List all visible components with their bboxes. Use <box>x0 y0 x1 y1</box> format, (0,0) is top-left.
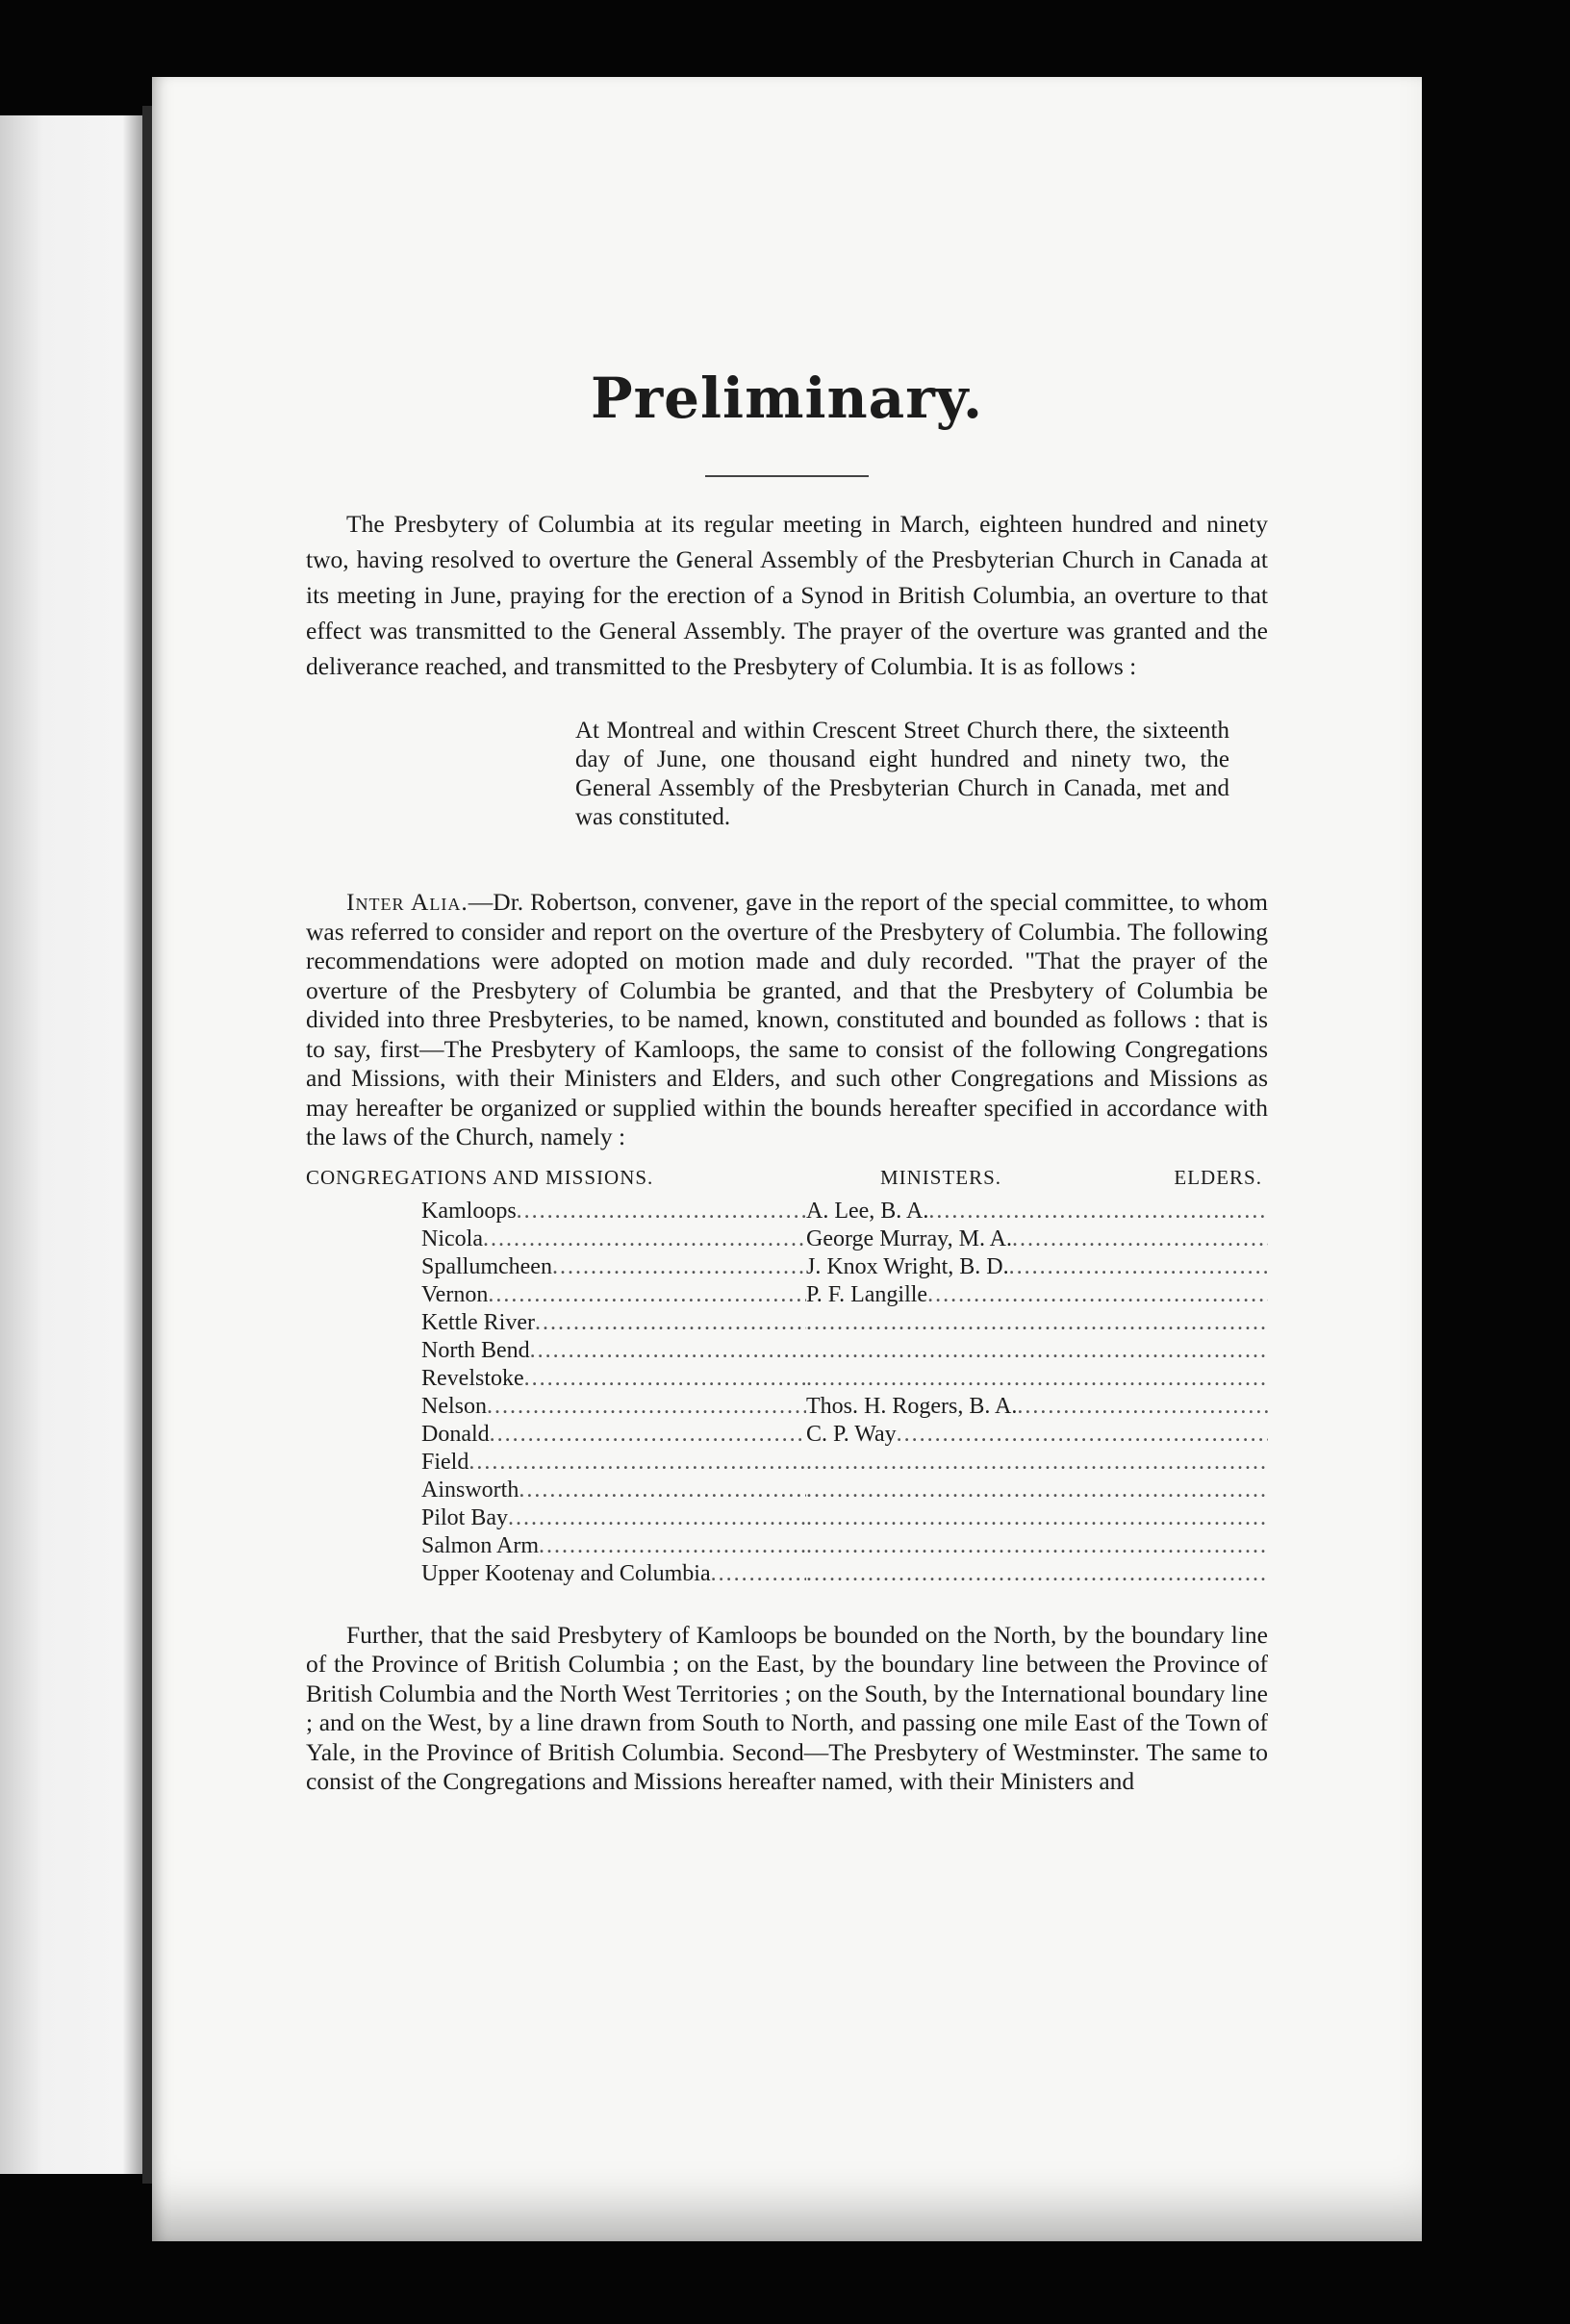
congregation-name: Pilot Bay <box>421 1504 509 1530</box>
dot-leader <box>524 1365 806 1393</box>
congregation-name: Salmon Arm <box>421 1532 540 1558</box>
minister-cell <box>806 1198 1268 1225</box>
congregation-name: Revelstoke <box>421 1365 524 1391</box>
header-ministers: MINISTERS. <box>879 1165 1002 1189</box>
minister-cell <box>806 1560 1268 1588</box>
minister-cell <box>806 1337 1268 1365</box>
minister-name: Thos. H. Rogers, B. A. <box>806 1393 1018 1419</box>
congregation-name: Field <box>421 1449 469 1475</box>
dot-leader <box>927 1281 1268 1309</box>
dot-leader <box>517 1198 806 1225</box>
minister-name: P. F. Langille <box>806 1281 928 1307</box>
congregation-name: Donald <box>421 1421 490 1447</box>
dot-leader <box>1009 1253 1268 1281</box>
dot-leader <box>1017 1393 1268 1421</box>
table-row <box>421 1421 1268 1449</box>
minister-cell <box>806 1365 1268 1393</box>
congregation-name: Nelson <box>421 1393 487 1419</box>
minister-name: J. Knox Wright, B. D. <box>806 1253 1009 1279</box>
facing-page-edge <box>0 115 144 2174</box>
table-row <box>421 1504 1268 1532</box>
inter-alia-text: —Dr. Robertson, convener, gave in the report of the special committee, to whom was referred to consider and report on the overture of the Presbytery of Columbia. The following recommendations were adopted on motion made and duly recorded. "That the prayer of the overture of the Presbytery of Columbia be granted, and that the Presbytery of Columbia be divided into three Presbyteries, to be named, known, constituted and bounded as follows : that is to say, first—The Presbytery of Kamloops, the same to consist of the following Congregations and Missions, with their Ministers and Elders, and such other Congregations and Missions as may hereafter be organized or supplied within the bounds hereafter specified in accordance with the laws of the Church, namely : <box>306 888 1268 1150</box>
dot-leader <box>468 1449 806 1477</box>
table-rows <box>306 1198 1268 1588</box>
congregation-name: North Bend <box>421 1337 530 1363</box>
dot-leader <box>806 1504 1268 1532</box>
minister-cell <box>806 1393 1268 1421</box>
dot-leader <box>1012 1225 1268 1253</box>
table-row <box>421 1560 1268 1588</box>
dot-leader <box>519 1477 806 1504</box>
minister-cell <box>806 1532 1268 1560</box>
minister-name: George Murray, M. A. <box>806 1225 1012 1251</box>
table-row <box>421 1225 1268 1253</box>
dot-leader <box>530 1337 806 1365</box>
minister-cell <box>806 1309 1268 1337</box>
congregation-name: Kettle River <box>421 1309 535 1335</box>
title-rule <box>705 475 869 477</box>
book-spine <box>142 106 152 2184</box>
congregation-name: Ainsworth <box>421 1477 519 1503</box>
inter-alia-label: Inter Alia. <box>346 888 468 916</box>
minister-cell <box>806 1504 1268 1532</box>
congregation-name: Spallumcheen <box>421 1253 552 1279</box>
minister-cell <box>806 1281 1268 1309</box>
inter-alia-paragraph <box>306 888 1268 1152</box>
dot-leader <box>806 1365 1268 1393</box>
dot-leader <box>711 1560 806 1588</box>
congregations-table <box>306 1166 1268 1588</box>
table-row <box>421 1198 1268 1225</box>
table-row <box>421 1365 1268 1393</box>
minister-cell <box>806 1225 1268 1253</box>
dot-leader <box>539 1532 806 1560</box>
congregation-name: Kamloops <box>421 1198 517 1224</box>
dot-leader <box>806 1477 1268 1504</box>
table-row <box>421 1253 1268 1281</box>
dot-leader <box>490 1421 806 1449</box>
table-row <box>421 1337 1268 1365</box>
minister-cell <box>806 1449 1268 1477</box>
page-title: Preliminary. <box>590 366 984 431</box>
header-elders: ELDERS. <box>1174 1165 1262 1189</box>
table-header <box>306 1166 1268 1190</box>
dot-leader <box>508 1504 806 1532</box>
table-row <box>421 1449 1268 1477</box>
dot-leader <box>897 1421 1268 1449</box>
dot-leader <box>483 1225 806 1253</box>
assembly-quote: At Montreal and within Crescent Street Church there, the sixteenth day of June, one thousand eight hundred and ninety two, the General Assembly of the Presbyterian Church in Canada, met and was constituted. <box>575 718 1229 830</box>
dot-leader <box>806 1309 1268 1337</box>
dot-leader <box>488 1281 806 1309</box>
dot-leader <box>806 1337 1268 1365</box>
minister-cell <box>806 1477 1268 1504</box>
dot-leader <box>535 1309 806 1337</box>
book-page <box>152 77 1422 2241</box>
page-content <box>306 366 1268 1797</box>
dot-leader <box>806 1532 1268 1560</box>
dot-leader <box>552 1253 806 1281</box>
congregation-name: Upper Kootenay and Columbia <box>421 1560 711 1586</box>
table-row <box>421 1309 1268 1337</box>
congregation-name: Nicola <box>421 1225 483 1251</box>
dot-leader <box>806 1449 1268 1477</box>
table-row <box>421 1532 1268 1560</box>
minister-cell <box>806 1421 1268 1449</box>
dot-leader <box>487 1393 806 1421</box>
minister-name: C. P. Way <box>806 1421 897 1447</box>
header-congregations: CONGREGATIONS AND MISSIONS. <box>306 1165 654 1189</box>
table-row <box>421 1393 1268 1421</box>
dot-leader <box>928 1198 1268 1225</box>
minister-name: A. Lee, B. A. <box>806 1198 929 1224</box>
intro-paragraph: The Presbytery of Columbia at its regular meeting in March, eighteen hundred and ninety two, having resolved to overture the General Assembly of the Presbyterian Church in Canada at its meeting in June, praying for the erection of a Synod in British Columbia, an overture to that effect was transmitted to the General Assembly. The prayer of the overture was granted and the deliverance reached, and transmitted to the Presbytery of Columbia. It is as follows : <box>306 510 1268 680</box>
table-row <box>421 1281 1268 1309</box>
dot-leader <box>806 1560 1268 1588</box>
congregation-name: Vernon <box>421 1281 489 1307</box>
minister-cell <box>806 1253 1268 1281</box>
table-row <box>421 1477 1268 1504</box>
boundary-paragraph: Further, that the said Presbytery of Kamloops be bounded on the North, by the boundary line of the Province of British Columbia ; on the East, by the boundary line between the Province of British Columbia and the North West Territories ; on the South, by the International boundary line ; and on the West, by a line drawn from South to North, and passing one mile East of the Town of Yale, in the Province of British Columbia. Second—The Presbytery of Westminster. The same to consist of the Congregations and Missions hereafter named, with their Ministers and <box>306 1620 1268 1795</box>
